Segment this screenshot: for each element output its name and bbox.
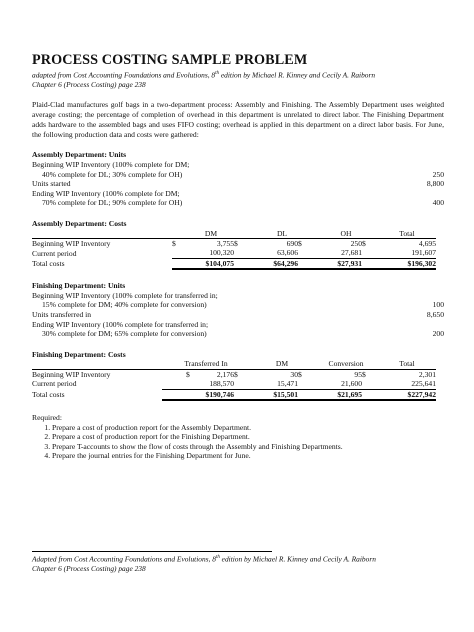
finishing-units-heading: Finishing Department: Units — [32, 281, 126, 291]
row-label: Total costs — [32, 389, 65, 399]
page-title: PROCESS COSTING SAMPLE PROBLEM — [32, 52, 308, 68]
finishing-end-wip-line2 — [32, 329, 444, 339]
cell-dl — [234, 239, 298, 249]
col-header-dl: DL — [276, 228, 288, 238]
col-header-oh: OH — [340, 228, 352, 238]
cell-transferred-in — [162, 369, 234, 379]
assembly-end-wip-label: Ending WIP Inventory (100% complete for DM; — [32, 188, 180, 198]
assembly-units-started — [32, 179, 444, 189]
row-label: Current period — [32, 248, 77, 258]
finishing-beg-wip-line1 — [32, 291, 444, 301]
list-item: 3. Prepare T-accounts to show the flow of costs through the Assembly and Finishing Departments. — [52, 442, 444, 452]
cell-dm: 15,471 — [277, 379, 298, 389]
assembly-end-wip-value: 400 — [432, 198, 444, 208]
finishing-costs-table — [32, 359, 436, 401]
footnote-superscript: th — [215, 555, 220, 560]
finishing-beg-wip-detail: 15% complete for DM; 40% complete for conversion) — [42, 300, 207, 310]
assembly-beg-wip-value: 250 — [432, 169, 444, 179]
footnote-chapter: Chapter 6 (Process Costing) page 238 — [32, 563, 146, 573]
assembly-end-wip-detail: 70% complete for DL; 90% complete for OH) — [42, 198, 183, 208]
cell-oh: 27,681 — [341, 248, 362, 258]
cell-total: 191,607 — [411, 248, 436, 258]
cell-value: 2,301 — [418, 369, 437, 379]
col-header-dm: DM — [204, 228, 218, 238]
col-header-total: Total — [399, 228, 415, 238]
assembly-end-wip-line2 — [32, 198, 444, 208]
assembly-beg-wip-line2 — [32, 170, 444, 180]
cell-conversion: $21,695 — [298, 389, 362, 400]
cell-dm — [234, 369, 298, 379]
assembly-beg-wip-label: Beginning WIP Inventory (100% complete for DM; — [32, 160, 190, 170]
cell-dl: 63,606 — [277, 248, 298, 258]
cell-total — [362, 369, 436, 379]
currency-symbol: $ — [234, 239, 238, 249]
cell-value: 250 — [350, 239, 362, 249]
finishing-beg-wip-value: 100 — [432, 300, 444, 310]
cell-total — [362, 239, 436, 249]
cell-conversion — [298, 369, 362, 379]
row-label: Beginning WIP Inventory — [32, 369, 162, 379]
cell-transferred-in: 188,570 — [209, 379, 234, 389]
table-row — [32, 239, 436, 249]
assembly-units-heading: Assembly Department: Units — [32, 150, 127, 160]
finishing-end-wip-detail: 30% complete for DM; 65% complete for conversion) — [42, 329, 207, 339]
list-item: 1. Prepare a cost of production report for the Assembly Department. — [52, 423, 444, 433]
currency-symbol: $ — [172, 239, 176, 249]
assembly-costs-table — [32, 229, 436, 271]
cell-value: 3,755 — [216, 239, 234, 249]
row-label: Beginning WIP Inventory — [32, 239, 172, 249]
table-row-total — [32, 258, 436, 269]
currency-symbol: $ — [186, 369, 190, 379]
citation-text: adapted from Cost Accounting Foundations and Evolutions, 8 — [32, 70, 216, 80]
citation-text-rest: edition by Michael R. Kinney and Cecily A. Raiborn — [219, 70, 376, 80]
cell-oh — [298, 239, 362, 249]
finishing-end-wip-value: 200 — [432, 329, 444, 339]
table-row — [32, 248, 436, 258]
finishing-end-wip-line1 — [32, 320, 444, 330]
finishing-transferred-value: 8,650 — [426, 310, 444, 320]
cell-oh: $27,931 — [298, 258, 362, 269]
finishing-costs-heading: Finishing Department: Costs — [32, 349, 126, 359]
list-item: 4. Prepare the journal entries for the Finishing Department for June. — [52, 451, 444, 461]
row-label: Total costs — [32, 259, 65, 269]
assembly-end-wip-line1 — [32, 189, 444, 199]
citation-superscript: th — [215, 71, 220, 76]
assembly-started-value: 8,800 — [426, 179, 444, 189]
cell-value: 4,695 — [418, 239, 436, 249]
cell-value: 30 — [290, 369, 298, 379]
currency-symbol: $ — [362, 369, 366, 379]
footnote — [32, 553, 444, 573]
col-header-conversion: Conversion — [328, 359, 364, 369]
finishing-end-wip-label: Ending WIP Inventory (100% complete for transferred in; — [32, 319, 209, 329]
table-row — [32, 369, 436, 379]
assembly-started-label: Units started — [32, 179, 71, 189]
cell-value: 95 — [354, 369, 362, 379]
cell-dm: $15,501 — [234, 389, 298, 400]
required-list — [32, 423, 444, 461]
footnote-text: Adapted from Cost Accounting Foundations and Evolutions, 8 — [32, 554, 216, 564]
document-page — [32, 52, 444, 461]
cell-value: 690 — [286, 239, 298, 249]
cell-transferred-in: $190,746 — [162, 389, 234, 400]
required-label: Required: — [32, 413, 62, 423]
currency-symbol: $ — [298, 239, 302, 249]
currency-symbol: $ — [362, 239, 366, 249]
col-header-transferred-in: Transferred In — [184, 359, 228, 369]
source-citation — [32, 69, 444, 89]
finishing-beg-wip-line2 — [32, 300, 444, 310]
finishing-units-transferred — [32, 310, 444, 320]
currency-symbol: $ — [298, 369, 302, 379]
cell-total: 225,641 — [411, 379, 437, 389]
cell-dm — [172, 239, 234, 249]
finishing-transferred-label: Units transferred in — [32, 310, 92, 320]
citation-chapter: Chapter 6 (Process Costing) page 238 — [32, 79, 146, 89]
assembly-costs-heading: Assembly Department: Costs — [32, 219, 127, 229]
footnote-divider — [32, 551, 272, 552]
list-item: 2. Prepare a cost of production report for the Finishing Department. — [52, 432, 444, 442]
assembly-beg-wip-detail: 40% complete for DL; 30% complete for OH) — [42, 169, 183, 179]
cell-dl: $64,296 — [234, 258, 298, 269]
col-header-total: Total — [399, 359, 415, 369]
cell-value: 2,176 — [216, 369, 234, 379]
col-header-dm: DM — [275, 359, 289, 369]
currency-symbol: $ — [234, 369, 238, 379]
table-row-total — [32, 389, 436, 400]
footnote-text-rest: edition by Michael R. Kinney and Cecily A. Raiborn — [219, 554, 376, 564]
finishing-beg-wip-label: Beginning WIP Inventory (100% complete for transferred in; — [32, 290, 218, 300]
assembly-beg-wip-line1 — [32, 160, 444, 170]
row-label: Current period — [32, 379, 77, 389]
cell-total: $196,302 — [362, 258, 436, 269]
cell-dm: 100,320 — [209, 248, 234, 258]
cell-conversion: 21,600 — [341, 379, 362, 389]
table-row — [32, 379, 436, 389]
problem-intro: Plaid-Clad manufactures golf bags in a two-department process: Assembly and Finishing. The Assembly Department uses weighted average costing; the percentage of completion of overhead in this department is unrelated to direct labor. The Finishing Department adds hardware to the assembled bags and uses FIFO costing; overhead is applied in this department on a direct labor basis. For June, the following production data and costs were gathered: — [32, 100, 444, 139]
cell-total: $227,942 — [362, 389, 436, 400]
cell-dm: $104,075 — [172, 258, 234, 269]
